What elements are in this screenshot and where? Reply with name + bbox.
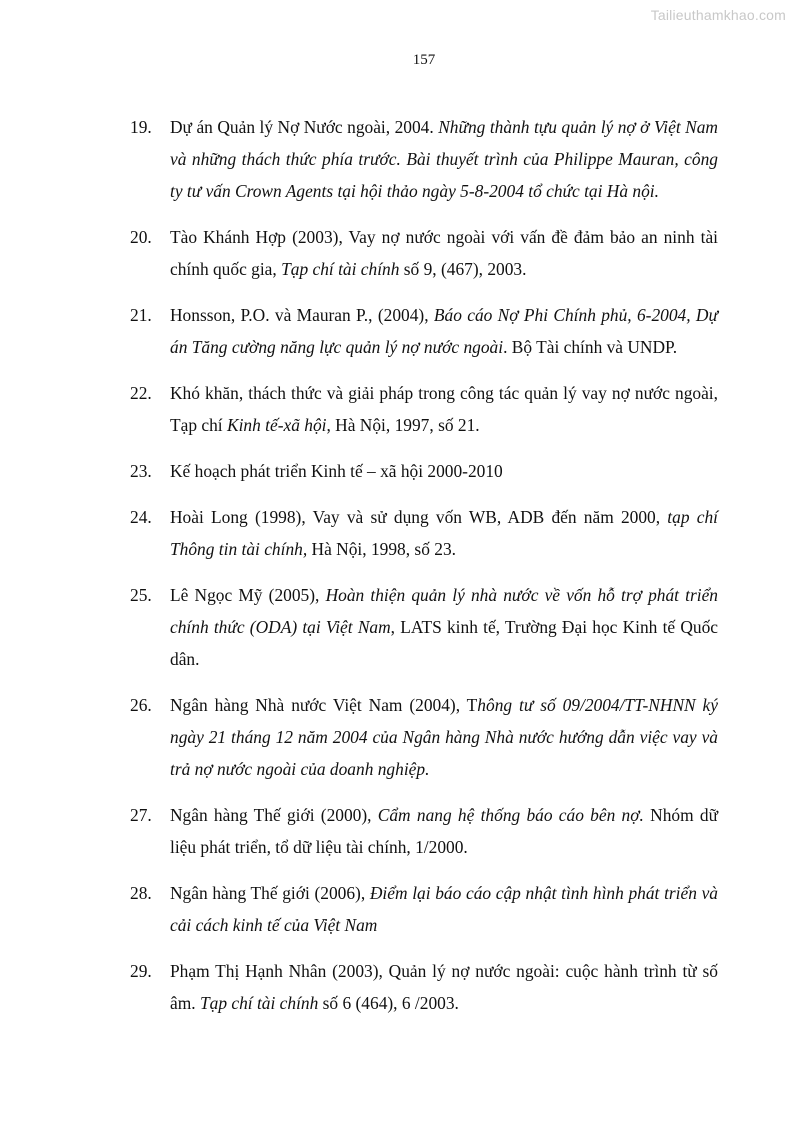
reference-text-segment: Phạm Thị Hạnh Nhân (2003), Quản lý nợ nước ngoài: cuộc hành trình từ số âm. [170, 961, 718, 1013]
reference-text-segment: Khó khăn, thách thức và giải pháp trong công tác quản lý vay nợ nước ngoài, Tạp chí [170, 383, 718, 435]
reference-text-segment: Dự án Quản lý Nợ Nước ngoài, 2004. [170, 117, 439, 137]
reference-text-segment: Hoài Long (1998), Vay và sử dụng vốn WB, ADB đến năm 2000, [170, 507, 668, 527]
reference-text [170, 805, 718, 857]
reference-title-italic: Hoàn thiện quản lý nhà nước về vốn hỗ trợ phát triển chính thức (ODA) tại Việt Nam [170, 585, 719, 637]
reference-text-segment: . Bộ Tài chính và UNDP. [503, 337, 678, 357]
reference-title-italic: Cẩm nang hệ thống báo cáo bên nợ. [377, 805, 644, 825]
reference-number: 23. [130, 461, 152, 481]
reference-text-segment: Ngân hàng Thế giới (2000), [170, 805, 378, 825]
reference-text-segment: Kế hoạch phát triển Kinh tế – xã hội 2000-2010 [170, 461, 503, 481]
reference-text-segment: Hà Nội, 1998, số 23. [307, 539, 456, 559]
reference-item [130, 377, 718, 441]
reference-item [130, 877, 718, 941]
reference-item [130, 799, 718, 863]
reference-text-segment: , LATS kinh tế, Trường Đại học Kinh tế Quốc dân. [170, 617, 718, 669]
reference-text-segment: số 9, (467), 2003. [399, 259, 527, 279]
reference-text-segment: Ngân hàng Nhà nước Việt Nam (2004), T [170, 695, 478, 715]
reference-title-italic: Điểm lại báo cáo cập nhật tình hình phát triển và cải cách kinh tế của Việt Nam [170, 883, 718, 935]
reference-item [130, 689, 718, 785]
reference-text-segment: Tào Khánh Hợp (2003), Vay nợ nước ngoài với vấn đề đảm bảo an ninh tài chính quốc gia, [170, 227, 718, 279]
reference-item [130, 455, 718, 487]
reference-number: 24. [130, 507, 152, 527]
reference-number: 26. [130, 695, 152, 715]
reference-text [170, 507, 718, 559]
reference-number: 21. [130, 305, 152, 325]
reference-number: 25. [130, 585, 152, 605]
reference-text-segment: Ngân hàng Thế giới (2006), [170, 883, 370, 903]
page-number: 157 [412, 52, 436, 68]
reference-item [130, 955, 718, 1019]
reference-title-italic: Báo cáo Nợ Phi Chính phủ, 6-2004, Dự án Tăng cường năng lực quản lý nợ nước ngoài [170, 305, 718, 357]
reference-number: 28. [130, 883, 152, 903]
reference-text [170, 695, 718, 779]
reference-title-italic: Những thành tựu quản lý nợ ở Việt Nam và những thách thức phía trước. Bài thuyết trình của Philippe Mauran, công ty tư vấn Crown Agents tại hội thảo ngày 5-8-2004 tổ chức tại Hà nội. [170, 117, 718, 201]
reference-number: 27. [130, 805, 152, 825]
reference-title-italic: hông tư số 09/2004/TT-NHNN ký ngày 21 tháng 12 năm 2004 của Ngân hàng Nhà nước hướng dẫn việc vay và trả nợ nước ngoài của doanh nghiệp. [170, 695, 718, 779]
reference-text-segment: Honsson, P.O. và Mauran P., (2004), [170, 305, 434, 325]
reference-item [130, 111, 718, 207]
reference-text [170, 585, 718, 669]
reference-title-italic: Kinh tế-xã hội [226, 415, 327, 435]
reference-item [130, 501, 718, 565]
reference-item [130, 299, 718, 363]
reference-text [170, 117, 718, 201]
reference-item [130, 221, 718, 285]
reference-number: 19. [130, 117, 152, 137]
reference-text-segment: Lê Ngọc Mỹ (2005), [170, 585, 326, 605]
reference-text-segment: Nhóm dữ liệu phát triển, tổ dữ liệu tài chính, 1/2000. [170, 805, 718, 857]
reference-text [170, 305, 718, 357]
reference-title-italic: Tạp chí tài chính [281, 259, 400, 279]
reference-text-segment: số 6 (464), 6 /2003. [318, 993, 459, 1013]
reference-list [130, 111, 718, 1033]
reference-number: 22. [130, 383, 152, 403]
reference-text [170, 461, 503, 481]
reference-item [130, 579, 718, 675]
reference-text [170, 383, 718, 435]
reference-number: 29. [130, 961, 152, 981]
reference-title-italic: Tạp chí tài chính [199, 993, 319, 1013]
reference-text [170, 227, 718, 279]
reference-text [170, 961, 718, 1013]
reference-text-segment: , Hà Nội, 1997, số 21. [326, 415, 480, 435]
reference-number: 20. [130, 227, 152, 247]
watermark: Tailieuthamkhao.com [650, 7, 786, 23]
reference-title-italic: tạp chí Thông tin tài chính, [170, 507, 718, 559]
reference-text [170, 883, 718, 935]
